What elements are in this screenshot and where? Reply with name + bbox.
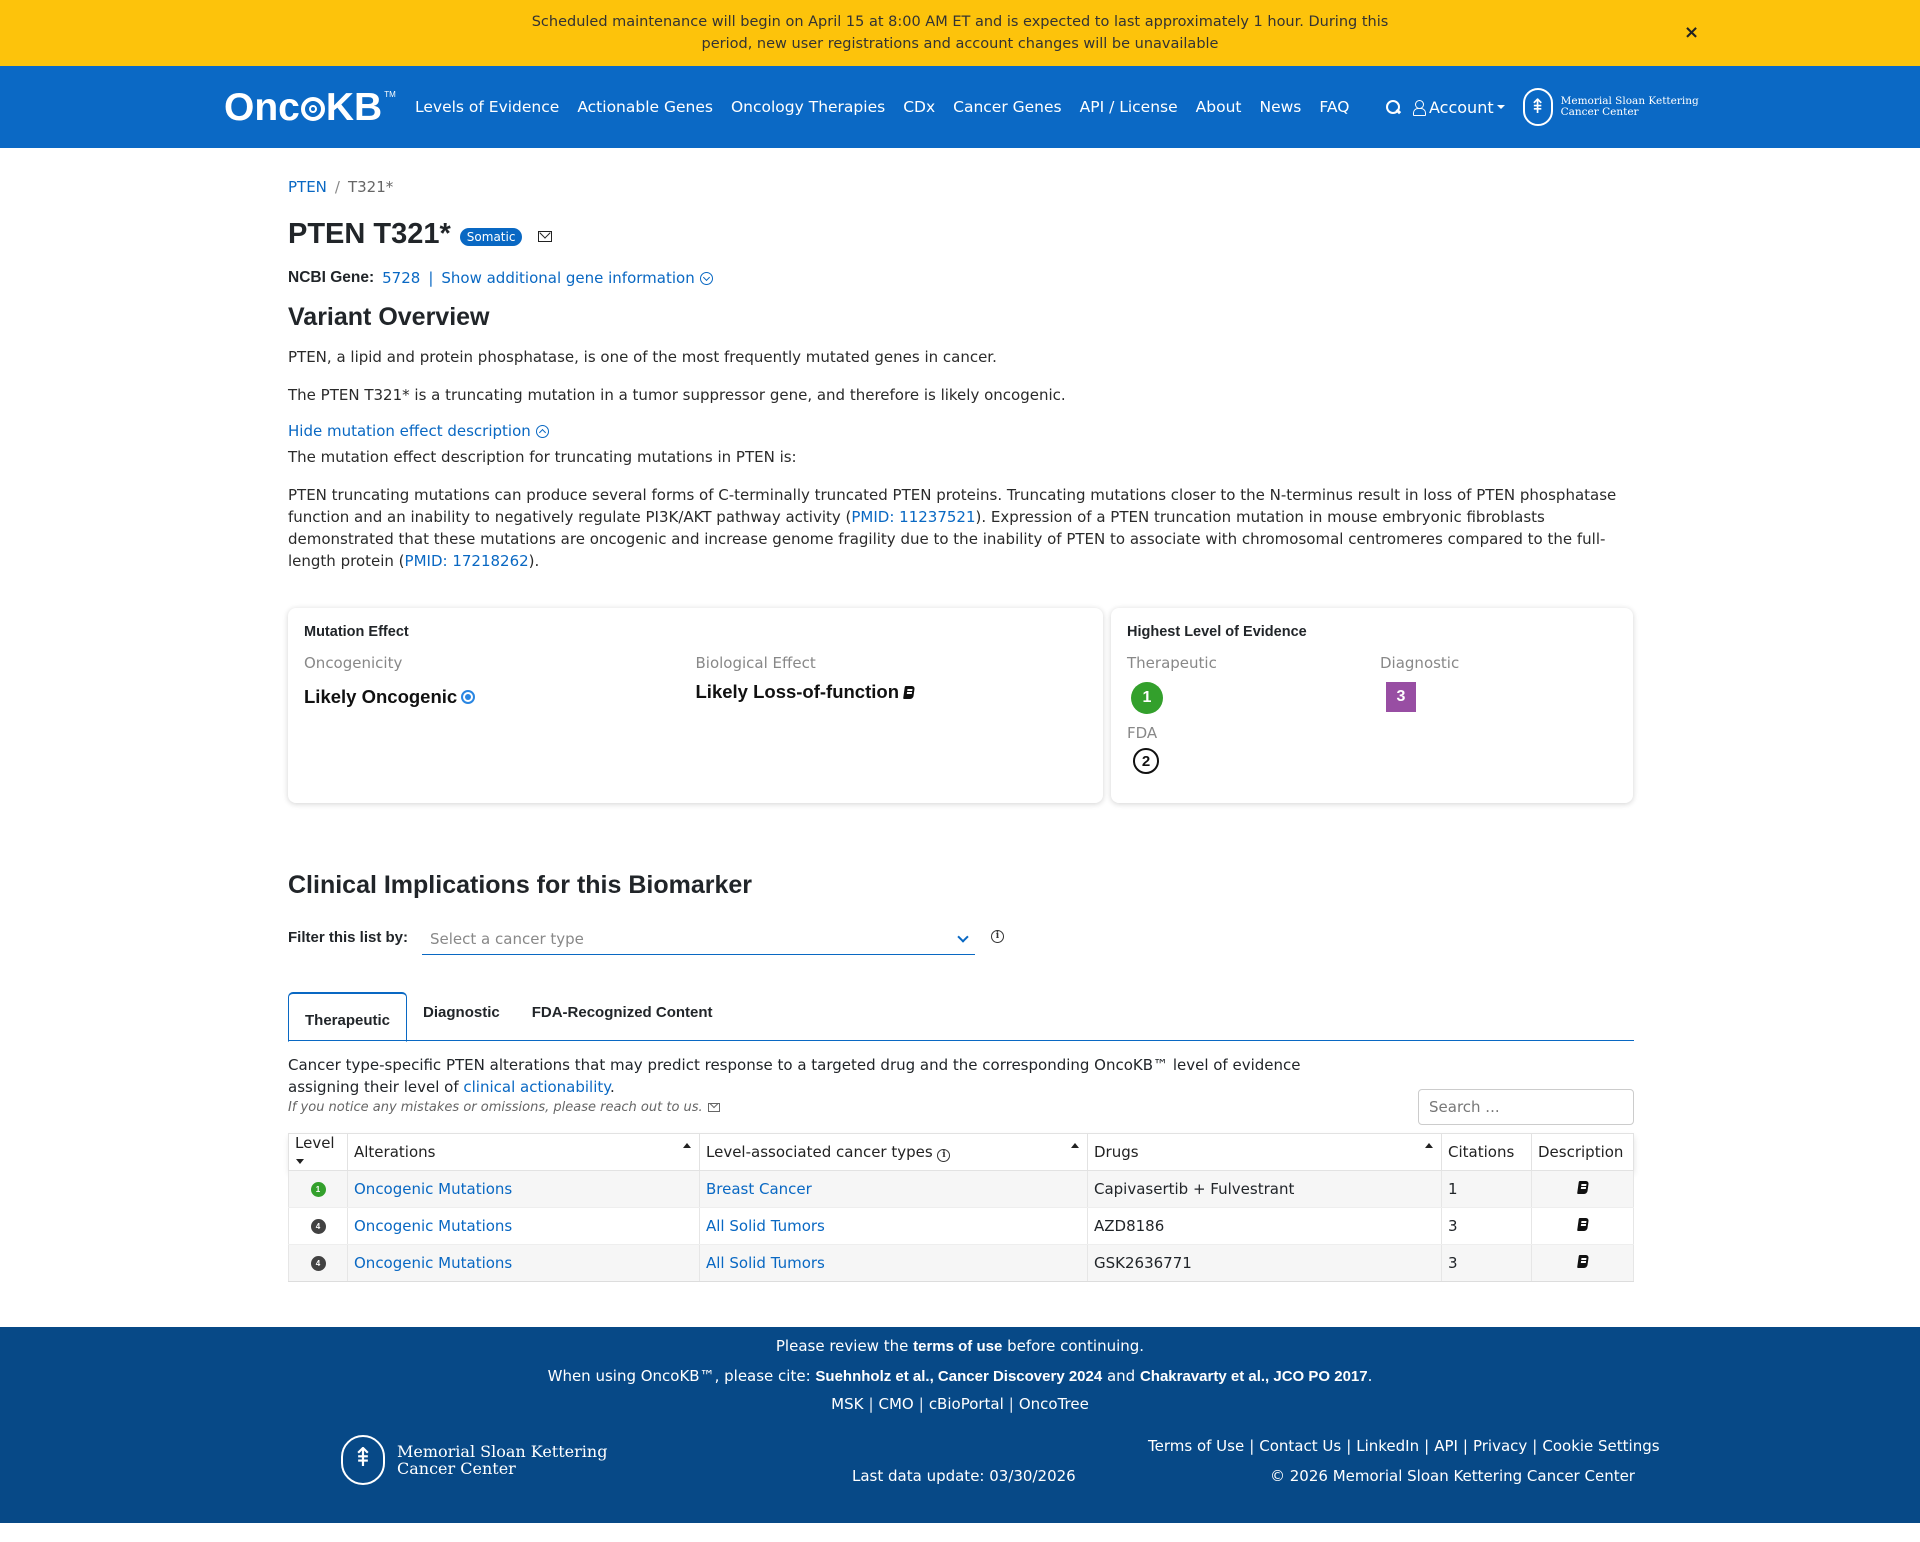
variant-overview-title: Variant Overview bbox=[288, 303, 490, 331]
chevron-down-icon bbox=[957, 931, 968, 942]
description-cell bbox=[1532, 1171, 1634, 1208]
info-icon[interactable]: i bbox=[991, 930, 1004, 943]
api-link[interactable]: API bbox=[1434, 1437, 1458, 1455]
ncbi-gene-label: NCBI Gene: bbox=[288, 269, 375, 286]
description-cell bbox=[1532, 1208, 1634, 1245]
col-alterations[interactable] bbox=[348, 1134, 700, 1171]
drugs-cell: AZD8186 bbox=[1088, 1208, 1442, 1245]
level-4-icon: 4 bbox=[311, 1256, 326, 1271]
terms-text: Please review the bbox=[775, 1337, 914, 1355]
table-search-input[interactable] bbox=[1418, 1089, 1634, 1125]
filter-label: Filter this list by: bbox=[288, 929, 409, 946]
nav-news[interactable]: News bbox=[1259, 98, 1302, 116]
account-dropdown[interactable] bbox=[1413, 98, 1505, 117]
footer-msk-logo[interactable] bbox=[341, 1435, 607, 1485]
cmo-link[interactable]: CMO bbox=[878, 1395, 914, 1413]
level-cell bbox=[289, 1245, 348, 1282]
col-level-label: Level bbox=[295, 1134, 335, 1152]
highest-level-title: Highest Level of Evidence bbox=[1127, 624, 1307, 640]
col-cancer-types-label: Level-associated cancer types bbox=[706, 1142, 933, 1161]
mail-icon[interactable] bbox=[708, 1103, 720, 1112]
alteration-cell bbox=[348, 1245, 700, 1282]
col-drugs-label: Drugs bbox=[1094, 1143, 1139, 1161]
book-icon[interactable] bbox=[1577, 1181, 1589, 1194]
gene-summary: PTEN, a lipid and protein phosphatase, is one of the most frequently mutated genes in cancer. bbox=[288, 348, 997, 366]
col-alterations-label: Alterations bbox=[354, 1143, 436, 1161]
level-dx3-icon[interactable]: 3 bbox=[1386, 682, 1416, 712]
msk-logo-text bbox=[1561, 96, 1699, 118]
terms-notice bbox=[0, 1337, 1920, 1355]
chevron-down-circle-icon bbox=[700, 272, 713, 285]
clinical-actionability-link[interactable]: clinical actionability bbox=[463, 1078, 611, 1096]
account-label: Account bbox=[1429, 97, 1494, 117]
clinical-implications-title: Clinical Implications for this Biomarker bbox=[288, 871, 753, 899]
msk-logo[interactable] bbox=[1523, 88, 1699, 126]
mutation-effect-card bbox=[288, 608, 1103, 803]
breadcrumb-variant: T321* bbox=[347, 178, 394, 196]
search-icon[interactable] bbox=[1385, 99, 1401, 115]
table-header-row bbox=[289, 1134, 1634, 1171]
oncogenicity-col bbox=[304, 654, 696, 708]
therapeutic-desc-end: . bbox=[610, 1078, 615, 1096]
cite-and: and bbox=[1102, 1367, 1140, 1385]
cancer-type-link[interactable]: Breast Cancer bbox=[706, 1180, 812, 1198]
sort-asc-icon bbox=[1425, 1143, 1433, 1148]
ncbi-gene-link[interactable]: 5728 bbox=[382, 269, 421, 287]
pmid-link-1[interactable]: PMID: 11237521 bbox=[851, 508, 976, 526]
book-icon[interactable] bbox=[903, 686, 915, 699]
drugs-cell: Capivasertib + Fulvestrant bbox=[1088, 1171, 1442, 1208]
navbar bbox=[0, 66, 1920, 148]
diagnostic-label: Diagnostic bbox=[1380, 654, 1460, 672]
banner-text: Scheduled maintenance will begin on April 15 at 8:00 AM ET and is expected to last approximately 1 hour. During this period, new user registrations and account changes will be unavailable bbox=[531, 14, 1389, 52]
msk-line1: Memorial Sloan Kettering bbox=[1560, 95, 1699, 107]
alteration-cell bbox=[348, 1208, 700, 1245]
citation-notice bbox=[0, 1367, 1920, 1385]
oncogenicity-text: Likely Oncogenic bbox=[304, 686, 458, 707]
logo-text-prefix: Onc bbox=[224, 86, 300, 129]
notice-row bbox=[288, 1100, 1634, 1125]
desc-text-3: ). bbox=[528, 552, 540, 570]
hide-mutation-effect-label: Hide mutation effect description bbox=[288, 422, 531, 440]
linkedin-link[interactable]: LinkedIn bbox=[1356, 1437, 1420, 1455]
likely-oncogenic-icon bbox=[461, 690, 475, 704]
copyright: © 2026 Memorial Sloan Kettering Cancer Center bbox=[1270, 1467, 1635, 1485]
cancer-type-placeholder: Select a cancer type bbox=[430, 929, 584, 948]
level-cell bbox=[289, 1171, 348, 1208]
feedback-notice bbox=[288, 1100, 720, 1115]
biological-effect-value bbox=[696, 681, 1088, 703]
alteration-cell bbox=[348, 1171, 700, 1208]
nav-cancer-genes[interactable]: Cancer Genes bbox=[953, 98, 1062, 116]
therapeutic-desc-text: Cancer type-specific PTEN alterations that may predict response to a targeted drug and the corresponding OncoKB™ level of evidence assigning their level of bbox=[288, 1056, 1301, 1096]
oncotree-link[interactable]: OncoTree bbox=[1018, 1395, 1089, 1413]
cookie-settings-link[interactable]: Cookie Settings bbox=[1542, 1437, 1660, 1455]
msk-link[interactable]: MSK bbox=[831, 1395, 864, 1413]
col-cancer-types[interactable] bbox=[700, 1134, 1088, 1171]
book-icon[interactable] bbox=[1577, 1218, 1589, 1231]
mail-icon[interactable] bbox=[538, 231, 552, 242]
level-4-icon: 4 bbox=[311, 1219, 326, 1234]
fda-label: FDA bbox=[1127, 724, 1158, 742]
divider: | bbox=[428, 269, 434, 287]
caret-down-icon bbox=[1497, 105, 1505, 109]
citations-cell[interactable]: 3 bbox=[1442, 1208, 1532, 1245]
trademark: TM bbox=[384, 90, 396, 99]
nav-faq[interactable]: FAQ bbox=[1319, 98, 1350, 116]
terms-text-end: before continuing. bbox=[1002, 1337, 1145, 1355]
maintenance-banner bbox=[0, 0, 1920, 66]
alteration-link[interactable]: Oncogenic Mutations bbox=[354, 1217, 513, 1235]
nav-levels-of-evidence[interactable]: Levels of Evidence bbox=[415, 98, 560, 116]
main-content bbox=[288, 178, 1634, 1282]
biological-effect-text: Likely Loss-of-function bbox=[695, 681, 899, 702]
cancer-type-select[interactable] bbox=[422, 923, 975, 955]
last-data-update: Last data update: 03/30/2026 bbox=[852, 1467, 1076, 1485]
chevron-up-circle-icon bbox=[536, 425, 549, 438]
table-row bbox=[289, 1245, 1634, 1282]
oncogenicity-label: Oncogenicity bbox=[304, 654, 403, 672]
level-1-icon[interactable]: 1 bbox=[1131, 682, 1163, 714]
filter-row bbox=[288, 926, 1634, 955]
therapeutic-label: Therapeutic bbox=[1127, 654, 1217, 672]
msk-line2: Cancer Center bbox=[397, 1459, 516, 1478]
show-gene-info-label: Show additional gene information bbox=[441, 269, 695, 287]
col-citations[interactable] bbox=[1442, 1134, 1532, 1171]
sort-asc-icon bbox=[683, 1143, 691, 1148]
pmid-link-2[interactable]: PMID: 17218262 bbox=[404, 552, 529, 570]
therapeutic-level bbox=[1127, 654, 1380, 714]
tab-fda-recognized[interactable]: FDA-Recognized Content bbox=[531, 1003, 713, 1021]
nav-cdx[interactable]: CDx bbox=[903, 98, 936, 116]
nav-api-license[interactable]: API / License bbox=[1079, 98, 1178, 116]
msk-logo-text bbox=[397, 1443, 607, 1477]
level-1-icon: 1 bbox=[311, 1182, 326, 1197]
col-description bbox=[1532, 1134, 1634, 1171]
nav-actionable-genes[interactable]: Actionable Genes bbox=[577, 98, 713, 116]
table-row bbox=[289, 1171, 1634, 1208]
cite-link-2[interactable]: Chakravarty et al., JCO PO 2017 bbox=[1139, 1368, 1368, 1385]
sort-desc-icon bbox=[296, 1159, 304, 1164]
summary-cards bbox=[288, 608, 1634, 803]
alteration-link[interactable]: Oncogenic Mutations bbox=[354, 1180, 513, 1198]
drugs-cell: GSK2636771 bbox=[1088, 1245, 1442, 1282]
book-icon[interactable] bbox=[1577, 1255, 1589, 1268]
breadcrumb-gene[interactable]: PTEN bbox=[288, 178, 327, 196]
cancer-type-link[interactable]: All Solid Tumors bbox=[706, 1254, 825, 1272]
cancer-type-cell bbox=[700, 1245, 1088, 1282]
cancer-type-link[interactable]: All Solid Tumors bbox=[706, 1217, 825, 1235]
col-description-label: Description bbox=[1538, 1143, 1624, 1161]
variant-summary: The PTEN T321* is a truncating mutation in a tumor suppressor gene, and therefore is likely oncogenic. bbox=[288, 386, 1066, 404]
breadcrumb bbox=[288, 178, 1634, 196]
ncbi-gene-row bbox=[288, 269, 1634, 287]
msk-emblem-icon bbox=[1523, 88, 1553, 126]
highest-level-card bbox=[1111, 608, 1633, 803]
description-cell bbox=[1532, 1245, 1634, 1282]
col-level[interactable] bbox=[289, 1134, 348, 1171]
sort-asc-icon bbox=[1071, 1143, 1079, 1148]
table-row bbox=[289, 1208, 1634, 1245]
footer-links: Terms of Use | Contact Us | LinkedIn | API | Privacy | Cookie Settings bbox=[1148, 1437, 1660, 1455]
nav-oncology-therapies[interactable]: Oncology Therapies bbox=[730, 98, 886, 116]
tab-therapeutic[interactable]: Therapeutic bbox=[288, 992, 407, 1042]
clinical-tabs bbox=[288, 993, 1634, 1041]
contact-us-link[interactable]: Contact Us bbox=[1259, 1437, 1342, 1455]
cite-end: . bbox=[1367, 1367, 1373, 1385]
col-citations-label: Citations bbox=[1448, 1143, 1515, 1161]
cite-link-1[interactable]: Suehnholz et al., Cancer Discovery 2024 bbox=[815, 1368, 1103, 1385]
oncogenicity-value bbox=[304, 686, 696, 708]
oncokb-logo[interactable] bbox=[224, 86, 396, 130]
therapeutic-description bbox=[288, 1054, 1318, 1098]
fda-level-2-icon[interactable]: 2 bbox=[1133, 748, 1159, 774]
user-icon bbox=[1413, 100, 1425, 115]
external-links: MSK | CMO | cBioPortal | OncoTree bbox=[831, 1395, 1089, 1413]
level-cell bbox=[289, 1208, 348, 1245]
page-title: PTEN T321* bbox=[288, 218, 451, 250]
cancer-type-cell bbox=[700, 1171, 1088, 1208]
fda-level bbox=[1127, 724, 1380, 780]
terms-of-use-footer-link[interactable]: Terms of Use bbox=[1148, 1437, 1245, 1455]
somatic-badge: Somatic bbox=[460, 228, 523, 246]
cite-text: When using OncoKB™, please cite: bbox=[547, 1367, 816, 1385]
nav-links bbox=[415, 66, 1367, 148]
target-logo-icon bbox=[301, 97, 325, 121]
breadcrumb-separator: / bbox=[334, 178, 340, 196]
terms-of-use-link[interactable]: terms of use bbox=[913, 1338, 1003, 1355]
desc-text-1: PTEN truncating mutations can produce several forms of C-terminally truncated PTEN proteins. Truncating mutations closer to the N-terminus result in loss of PTEN phosphatase function and an inability to negatively regulate PI3K/AKT pathway activity ( bbox=[288, 486, 1617, 526]
desc-text-2: ). Expression of a PTEN truncation mutation in mouse embryonic fibroblasts demonstrated that these mutations are oncogenic and increase genome fragility due to the inability of PTEN to associate with chromosomal centromeres compared to the full-length protein ( bbox=[288, 508, 1606, 570]
col-drugs[interactable] bbox=[1088, 1134, 1442, 1171]
nav-about[interactable]: About bbox=[1195, 98, 1242, 116]
logo-text-suffix: KB bbox=[325, 86, 383, 129]
mutation-effect-description bbox=[288, 484, 1634, 572]
mutation-effect-intro: The mutation effect description for truncating mutations in PTEN is: bbox=[288, 448, 797, 466]
mutation-effect-title: Mutation Effect bbox=[304, 624, 409, 640]
privacy-link[interactable]: Privacy bbox=[1472, 1437, 1528, 1455]
diagnostic-level bbox=[1380, 654, 1580, 714]
msk-line1: Memorial Sloan Kettering bbox=[397, 1442, 608, 1461]
info-icon[interactable]: i bbox=[937, 1149, 950, 1162]
citations-cell[interactable]: 3 bbox=[1442, 1245, 1532, 1282]
biological-effect-col bbox=[696, 654, 1088, 708]
show-gene-info-link[interactable] bbox=[441, 269, 712, 287]
close-icon[interactable]: × bbox=[1684, 22, 1700, 43]
title-row bbox=[288, 218, 1634, 251]
biological-effect-label: Biological Effect bbox=[695, 654, 816, 672]
cbioportal-link[interactable]: cBioPortal bbox=[928, 1395, 1004, 1413]
therapeutic-table bbox=[288, 1133, 1634, 1282]
tab-diagnostic[interactable]: Diagnostic bbox=[423, 1003, 500, 1021]
cancer-type-cell bbox=[700, 1208, 1088, 1245]
citations-cell[interactable]: 1 bbox=[1442, 1171, 1532, 1208]
msk-emblem-icon bbox=[341, 1435, 385, 1485]
alteration-link[interactable]: Oncogenic Mutations bbox=[354, 1254, 513, 1272]
footer bbox=[0, 1327, 1920, 1523]
nav-right bbox=[1385, 66, 1699, 148]
feedback-notice-text: If you notice any mistakes or omissions, please reach out to us. bbox=[288, 1100, 703, 1115]
msk-line2: Cancer Center bbox=[1560, 106, 1639, 118]
hide-mutation-effect-link[interactable] bbox=[288, 422, 1634, 440]
